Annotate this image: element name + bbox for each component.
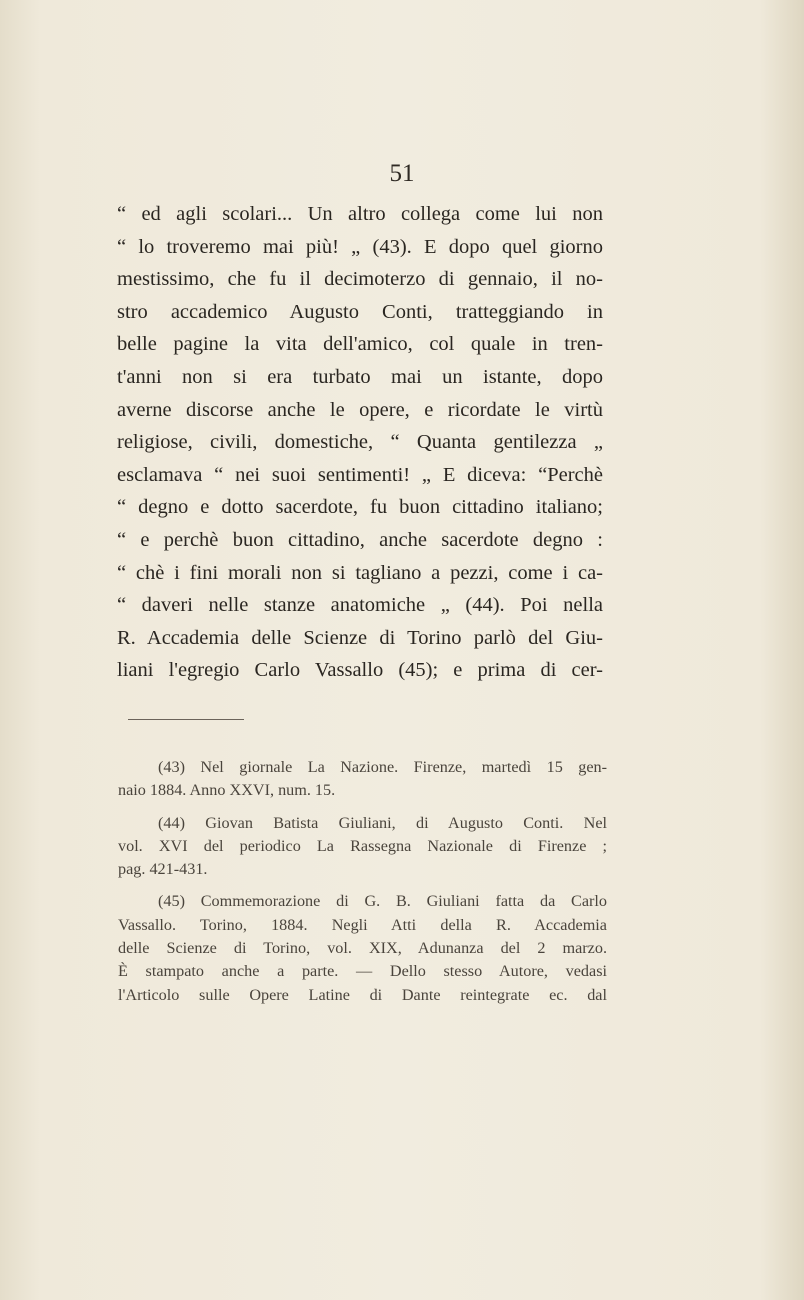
text-line: liani l'egregio Carlo Vassallo (45); e prima di cer- [117, 659, 603, 682]
footnote-line: pag. 421-431. [118, 860, 208, 879]
footnote-line: (43) Nel giornale La Nazione. Firenze, martedì 15 gen- [158, 758, 607, 776]
footnote-line: vol. XVI del periodico La Rassegna Nazionale di Firenze ; [118, 836, 607, 855]
text-line: “ daveri nelle stanze anatomiche „ (44). Poi nella [117, 594, 603, 617]
footnote-45 [118, 890, 607, 1006]
footnote-line: naio 1884. Anno XXVI, num. 15. [118, 781, 336, 800]
text-line: stro accademico Augusto Conti, tratteggiando in [117, 300, 603, 323]
text-line: “ chè i fini morali non si tagliano a pezzi, come i ca- [117, 561, 603, 584]
footnote-line: È stampato anche a parte. — Dello stesso Autore, vedasi [118, 962, 607, 981]
text-line: “ ed agli scolari... Un altro collega come lui non [117, 203, 603, 225]
footnote-line: l'Articolo sulle Opere Latine di Dante reintegrate ec. dal [118, 985, 607, 1004]
footnotes [118, 756, 607, 1007]
footnote-line: (44) Giovan Batista Giuliani, di Augusto Conti. Nel [158, 813, 607, 832]
text-line: esclamava “ nei suoi sentimenti! „ E diceva: “Perchè [117, 463, 603, 486]
text-line: “ lo troveremo mai più! „ (43). E dopo quel giorno [117, 235, 603, 258]
footnote-line: Vassallo. Torino, 1884. Negli Atti della R. Accademia [118, 915, 607, 934]
footnote-line: delle Scienze di Torino, vol. XIX, Adunanza del 2 marzo. [118, 939, 607, 958]
footnote-divider [128, 719, 244, 720]
text-line: R. Accademia delle Scienze di Torino parlò del Giu- [117, 626, 603, 649]
text-line: averne discorse anche le opere, e ricordate le virtù [117, 398, 603, 421]
footnote-line: (45) Commemorazione di G. B. Giuliani fatta da Carlo [158, 892, 607, 911]
main-text [117, 198, 603, 687]
text-line: mestissimo, che fu il decimoterzo di gennaio, il no- [117, 268, 603, 291]
text-line: “ degno e dotto sacerdote, fu buon cittadino italiano; [117, 496, 603, 519]
text-line: religiose, civili, domestiche, “ Quanta gentilezza „ [117, 431, 603, 454]
footnote-44 [118, 812, 607, 882]
text-line: t'anni non si era turbato mai un istante, dopo [117, 365, 603, 388]
text-line: belle pagine la vita dell'amico, col quale in tren- [117, 333, 603, 356]
text-line: “ e perchè buon cittadino, anche sacerdote degno : [117, 528, 603, 551]
footnote-43 [118, 756, 607, 803]
page-number: 51 [389, 160, 415, 187]
